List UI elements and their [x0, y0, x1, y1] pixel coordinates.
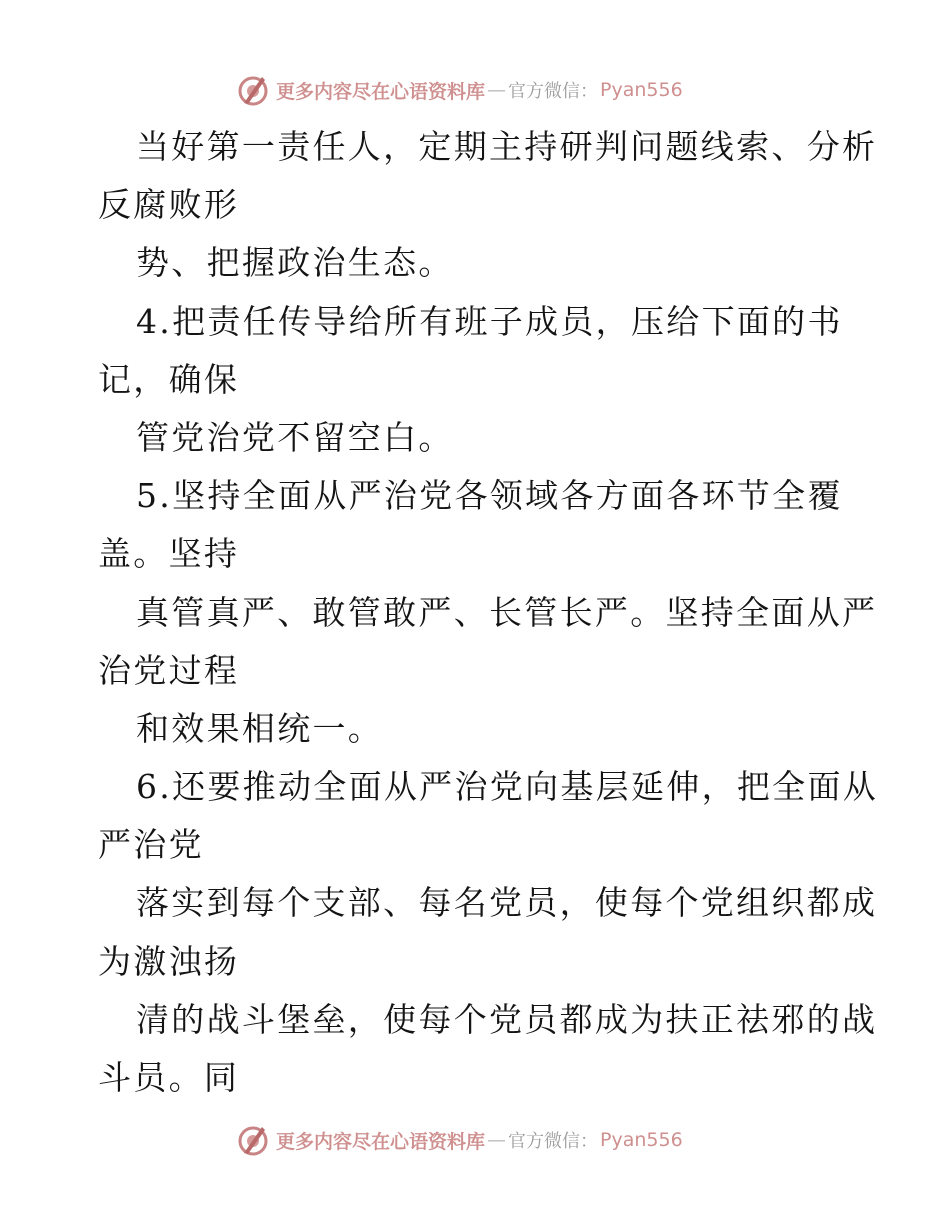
- text-line: 严治党: [98, 825, 204, 865]
- text-line: 势、把握政治生态。: [136, 243, 454, 283]
- watermark-wechat-id: Pyan556: [600, 1129, 683, 1151]
- text-line: 和效果相统一。: [136, 708, 384, 748]
- text-line: 反腐败形: [98, 185, 240, 225]
- text-line: 6.还要推动全面从严治党向基层延伸，把全面从: [136, 767, 879, 807]
- watermark-site-text: 更多内容尽在心语资料库: [276, 80, 486, 103]
- watermark-dash: —: [487, 79, 507, 101]
- text-line: 真管真严、敢管敢严、长管长严。坚持全面从严: [136, 592, 878, 632]
- watermark-dash: —: [487, 1129, 507, 1151]
- text-line: 盖。坚持: [98, 534, 240, 574]
- text-line: 4.把责任传导给所有班子成员，压给下面的书: [136, 301, 843, 341]
- header-watermark: [236, 72, 683, 108]
- watermark-wechat-label: 官方微信：: [508, 81, 599, 102]
- text-line: 斗员。同: [98, 1058, 240, 1097]
- watermark-site-text: 更多内容尽在心语资料库: [276, 1130, 486, 1153]
- watermark-wechat-id: Pyan556: [600, 79, 683, 101]
- text-line: 5.坚持全面从严治党各领域各方面各环节全覆: [136, 476, 843, 516]
- quill-seal-icon: [236, 73, 270, 107]
- footer-watermark: [236, 1122, 683, 1158]
- text-line: 治党过程: [98, 650, 240, 690]
- text-line: 落实到每个支部、每名党员，使每个党组织都成: [136, 883, 878, 923]
- watermark-wechat-label: 官方微信：: [508, 1131, 599, 1152]
- quill-seal-icon: [236, 1123, 270, 1157]
- text-line: 当好第一责任人，定期主持研判问题线索、分析: [136, 127, 878, 166]
- text-line: 清的战斗堡垒，使每个党员都成为扶正祛邪的战: [136, 999, 878, 1039]
- document-body: [98, 118, 879, 1107]
- text-line: 为激浊扬: [98, 941, 240, 981]
- text-line: 管党治党不留空白。: [136, 417, 454, 457]
- text-line: 记，确保: [98, 359, 240, 399]
